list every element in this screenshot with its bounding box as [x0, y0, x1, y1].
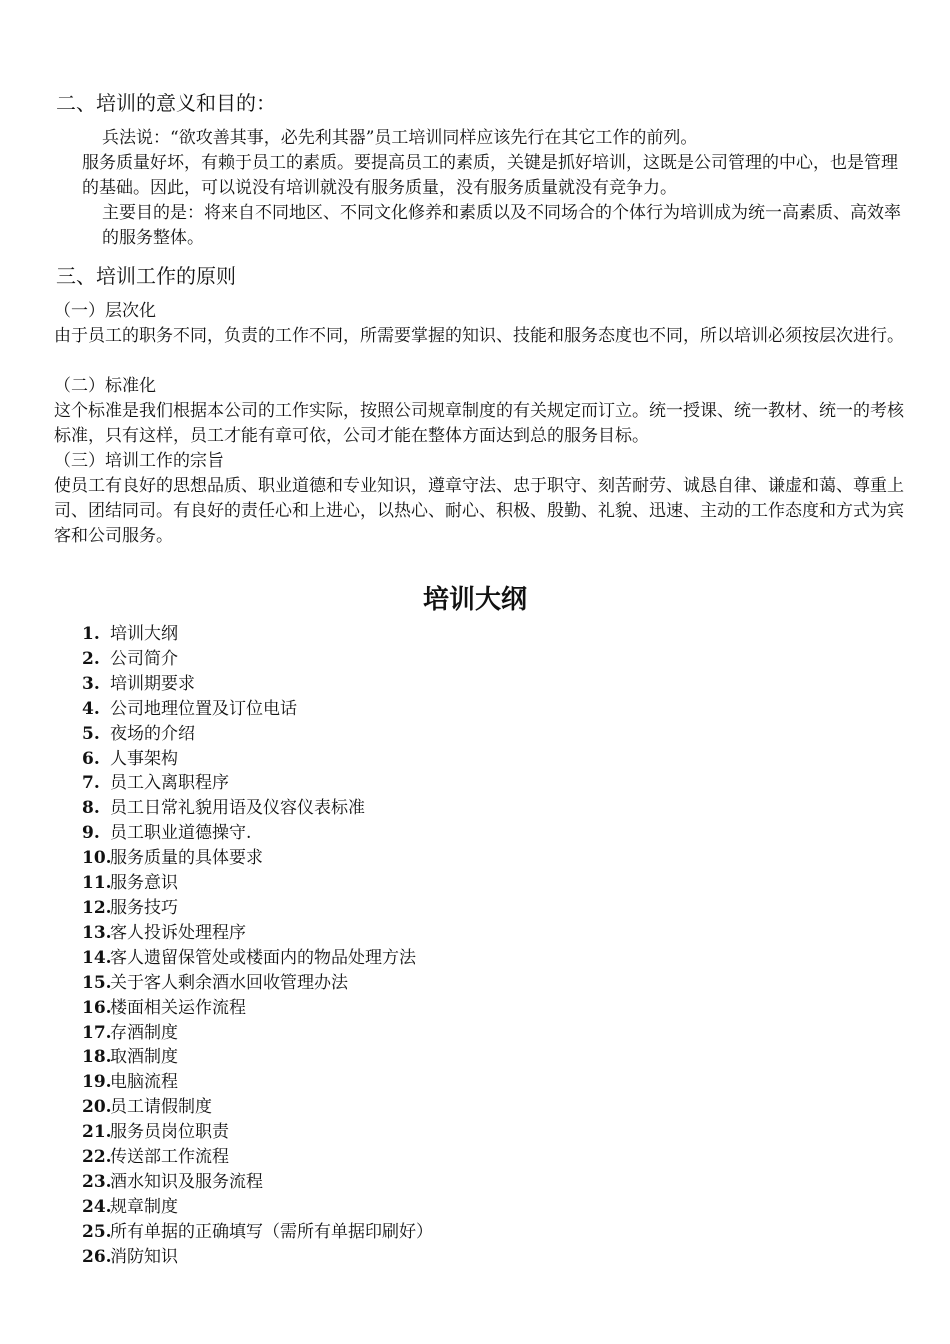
- principle-text-purpose: 使员工有良好的思想品质、职业道德和专业知识，遵章守法、忠于职守、刻苦耐劳、诚恳自律、谦虚和蔼、尊重上司、团结同司。有良好的责任心和上进心，以热心、耐心、积极、殷勤、礼貌、迅速、主动的工作态度和方式为宾客和公司服务。: [54, 476, 904, 546]
- outline-item: [82, 796, 433, 821]
- principle-title-purpose: （三）培训工作的宗旨: [54, 451, 224, 471]
- outline-item: [82, 1095, 433, 1120]
- principle-text-hierarchy: 由于员工的职务不同，负责的工作不同，所需要掌握的知识、技能和服务态度也不同，所以培训必须按层次进行。: [54, 326, 904, 346]
- outline-item: [82, 747, 433, 772]
- outline-item-number: 5.: [82, 723, 100, 744]
- outline-item-number: 15.: [82, 972, 112, 993]
- outline-item-number: 11.: [82, 873, 112, 894]
- outline-item-text: 规章制度: [110, 1196, 178, 1217]
- outline-item: [82, 846, 433, 871]
- outline-item-number: 14.: [82, 947, 112, 968]
- outline-item-text: 员工职业道德操守.: [110, 823, 252, 844]
- outline-item-text: 客人投诉处理程序: [110, 922, 246, 943]
- outline-item: [82, 1070, 433, 1095]
- outline-item-number: 2.: [82, 648, 100, 669]
- outline-item-number: 1.: [82, 624, 100, 644]
- section-heading-purpose: 二、培训的意义和目的：: [56, 91, 276, 115]
- outline-item-number: 3.: [82, 673, 100, 694]
- outline-item: [82, 1045, 433, 1070]
- outline-item-number: 17.: [82, 1022, 112, 1043]
- outline-item: [82, 672, 433, 697]
- outline-item-text: 传送部工作流程: [110, 1147, 229, 1168]
- outline-item-text: 服务技巧: [110, 897, 178, 918]
- outline-item-number: 6.: [82, 748, 100, 769]
- outline-item: [82, 622, 433, 647]
- outline-item-number: 26.: [82, 1246, 112, 1267]
- outline-item: [82, 1245, 433, 1270]
- outline-item-number: 25.: [82, 1221, 112, 1242]
- outline-item-text: 员工入离职程序: [110, 773, 229, 794]
- outline-item-text: 服务员岗位职责: [110, 1122, 229, 1143]
- principle-title-hierarchy: （一）层次化: [54, 301, 156, 321]
- outline-item: [82, 821, 433, 846]
- outline-item: [82, 1021, 433, 1046]
- outline-item-text: 公司地理位置及订位电话: [110, 698, 297, 719]
- outline-item-number: 12.: [82, 897, 112, 918]
- outline-item-number: 18.: [82, 1047, 112, 1068]
- outline-item-text: 客人遗留保管处或楼面内的物品处理方法: [110, 947, 416, 968]
- outline-item-text: 关于客人剩余酒水回收管理办法: [110, 972, 348, 993]
- outline-item: [82, 921, 433, 946]
- outline-item: [82, 1220, 433, 1245]
- outline-title: 培训大纲: [422, 585, 527, 615]
- outline-item: [82, 1170, 433, 1195]
- outline-item-number: 16.: [82, 997, 112, 1018]
- outline-item-text: 培训大纲: [110, 624, 178, 644]
- outline-item-number: 13.: [82, 922, 112, 943]
- outline-item-text: 存酒制度: [110, 1022, 178, 1043]
- outline-item-number: 19.: [82, 1072, 112, 1093]
- outline-item-text: 消防知识: [110, 1246, 178, 1267]
- outline-item-text: 电脑流程: [110, 1072, 178, 1093]
- outline-item-text: 楼面相关运作流程: [110, 997, 246, 1018]
- outline-item-text: 人事架构: [110, 748, 178, 769]
- outline-item-number: 21.: [82, 1122, 112, 1143]
- outline-item-text: 公司简介: [110, 648, 178, 669]
- outline-item: [82, 647, 433, 672]
- outline-item: [82, 722, 433, 747]
- outline-item-text: 培训期要求: [110, 673, 195, 694]
- outline-item-number: 22.: [82, 1147, 112, 1168]
- outline-item-text: 夜场的介绍: [110, 723, 195, 744]
- outline-item: [82, 871, 433, 896]
- outline-item: [82, 1145, 433, 1170]
- outline-item: [82, 771, 433, 796]
- outline-item: [82, 1195, 433, 1220]
- outline-item-text: 员工请假制度: [110, 1097, 212, 1118]
- outline-item-text: 取酒制度: [110, 1047, 178, 1068]
- outline-item: [82, 697, 433, 722]
- paragraph-service-quality: 服务质量好坏，有赖于员工的素质。要提高员工的素质，关键是抓好培训，这既是公司管理的中心，也是管理的基础。因此，可以说没有培训就没有服务质量，没有服务质量就没有竞争力。: [82, 153, 898, 198]
- outline-item: [82, 996, 433, 1021]
- outline-item: [82, 896, 433, 921]
- principle-text-standardization: 这个标准是我们根据本公司的工作实际，按照公司规章制度的有关规定而订立。统一授课、统一教材、统一的考核标准，只有这样，员工才能有章可依，公司才能在整体方面达到总的服务目标。: [54, 401, 904, 446]
- outline-item: [82, 971, 433, 996]
- outline-item-number: 10.: [82, 848, 112, 869]
- outline-item: [82, 1120, 433, 1145]
- principle-title-standardization: （二）标准化: [54, 376, 156, 396]
- outline-item: [82, 946, 433, 971]
- outline-item-number: 20.: [82, 1097, 112, 1118]
- outline-item-number: 23.: [82, 1171, 112, 1192]
- outline-list: [82, 622, 433, 1270]
- outline-item-number: 24.: [82, 1196, 112, 1217]
- paragraph-art-of-war: 兵法说：“欲攻善其事，必先利其器”员工培训同样应该先行在其它工作的前列。: [102, 128, 698, 148]
- outline-item-text: 服务意识: [110, 873, 178, 894]
- outline-item-text: 所有单据的正确填写（需所有单据印刷好）: [110, 1221, 433, 1242]
- paragraph-main-purpose: 主要目的是：将来自不同地区、不同文化修养和素质以及不同场合的个体行为培训成为统一高素质、高效率的服务整体。: [102, 203, 901, 248]
- outline-item-text: 员工日常礼貌用语及仪容仪表标准: [110, 798, 365, 819]
- outline-item-number: 8.: [82, 798, 100, 819]
- outline-item-number: 7.: [82, 773, 100, 794]
- outline-item-text: 酒水知识及服务流程: [110, 1171, 263, 1192]
- outline-item-number: 4.: [82, 698, 100, 719]
- section-heading-principles: 三、培训工作的原则: [56, 264, 236, 288]
- outline-item-number: 9.: [82, 823, 100, 844]
- outline-item-text: 服务质量的具体要求: [110, 848, 263, 869]
